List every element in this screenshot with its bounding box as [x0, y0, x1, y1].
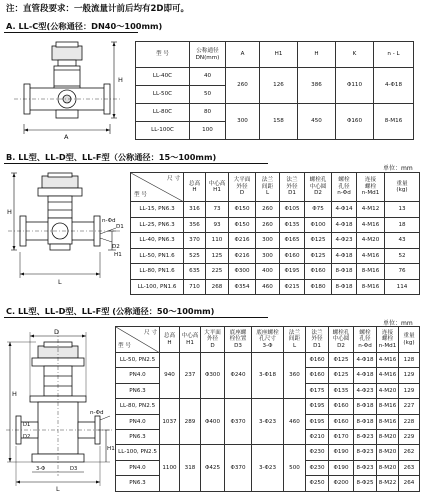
- cell-d: Φ300: [201, 353, 225, 399]
- col-header: 重量 (kg): [385, 173, 420, 202]
- drawing-b-label-h1: H1: [114, 252, 122, 258]
- cell-nd: 4-Φ23: [354, 383, 377, 398]
- cell-nd: 8-Φ25: [354, 476, 377, 491]
- cell-d1: Φ160: [280, 248, 305, 264]
- table-row: [116, 353, 420, 368]
- col-header: 螺栓 孔径 n-Φd: [354, 327, 377, 353]
- page-note: 注：直管段要求：一般流量计前后均有2D即可。: [6, 4, 189, 14]
- drawing-c-label-nd: n-Φd: [90, 410, 104, 416]
- cell-model: LL-40, PN6.3: [131, 233, 184, 249]
- header-model: 型 号: [134, 191, 147, 198]
- col-header: 型 号: [136, 42, 190, 68]
- drawing-b-label-d2: D2: [112, 244, 120, 250]
- cell-h1: 289: [180, 399, 201, 445]
- cell-d3: Φ240: [225, 353, 252, 399]
- cell-h1: 110: [206, 233, 229, 249]
- cell-d2: Φ75: [305, 202, 332, 218]
- cell-md: 8-M20: [377, 429, 399, 444]
- cell-nd: 4-Φ18: [332, 217, 357, 233]
- cell-d1: Φ195: [306, 414, 329, 429]
- cell-d2: Φ200: [329, 476, 354, 491]
- table-row: [131, 217, 420, 233]
- cell-d2: Φ100: [305, 217, 332, 233]
- drawing-c-label-d: D: [54, 328, 60, 336]
- cell-d2: Φ170: [329, 429, 354, 444]
- cell-h1: 268: [206, 279, 229, 295]
- cell-md: 4-M16: [377, 368, 399, 383]
- cell-l: 260: [256, 202, 280, 218]
- cell-d2: Φ125: [329, 353, 354, 368]
- cell-d2: Φ190: [329, 445, 354, 460]
- cell-d2: Φ190: [329, 460, 354, 475]
- cell-hole: 3-Φ23: [252, 399, 284, 445]
- cell-model: PN4.0: [116, 414, 160, 429]
- cell-weight: 43: [385, 233, 420, 249]
- cell-h1: 126: [260, 68, 298, 104]
- cell-h1: 318: [180, 445, 201, 491]
- cell-d1: Φ195: [306, 399, 329, 414]
- cell-model: LL-40C: [136, 68, 190, 86]
- drawing-c-label-d1: D1: [23, 422, 31, 428]
- drawing-c-label-h1: H1: [107, 446, 115, 452]
- col-header: H1: [260, 42, 298, 68]
- drawing-c-label-d3: D3: [70, 466, 78, 472]
- cell-model: LL-80C: [136, 104, 190, 122]
- section-b-table: [130, 172, 420, 295]
- cell-h: 525: [184, 248, 206, 264]
- col-header: 螺栓 孔径 n-Φd: [332, 173, 357, 202]
- cell-nd: 8-Φ18: [332, 279, 357, 295]
- drawing-c-label-l: L: [56, 485, 60, 493]
- cell-a: 300: [226, 104, 260, 140]
- cell-l: 300: [256, 233, 280, 249]
- cell-d1: Φ105: [280, 202, 305, 218]
- cell-weight: 114: [385, 279, 420, 295]
- cell-d2: Φ135: [329, 383, 354, 398]
- cell-model: LL-100C: [136, 122, 190, 140]
- cell-hole: 3-Φ23: [252, 445, 284, 491]
- cell-md: 8-M16: [357, 264, 385, 280]
- cell-weight: 76: [385, 264, 420, 280]
- cell-d2: Φ180: [305, 279, 332, 295]
- col-header: 公称通径DN(mm): [190, 42, 226, 68]
- cell-weight: 18: [385, 217, 420, 233]
- cell-model: PN6.3: [116, 429, 160, 444]
- cell-h1: 73: [206, 202, 229, 218]
- cell-d1: Φ230: [306, 445, 329, 460]
- cell-l: 500: [284, 445, 306, 491]
- cell-nd: 8-Φ23: [354, 445, 377, 460]
- col-header: 法兰 间距 L: [256, 173, 280, 202]
- cell-h: 386: [298, 68, 336, 104]
- cell-dn: 80: [190, 104, 226, 122]
- cell-nd: 4-Φ14: [332, 202, 357, 218]
- drawing-c-label-h: H: [12, 390, 17, 398]
- cell-h: 1100: [160, 445, 180, 491]
- cell-weight: 13: [385, 202, 420, 218]
- cell-d1: Φ160: [306, 353, 329, 368]
- section-a-table: [135, 41, 414, 140]
- col-header: 中心高 H1: [206, 173, 229, 202]
- col-header: 大平面 外径 D: [229, 173, 256, 202]
- cell-l: 300: [256, 248, 280, 264]
- cell-nl: 8-M16: [374, 104, 414, 140]
- cell-weight: 52: [385, 248, 420, 264]
- cell-d2: Φ125: [305, 233, 332, 249]
- col-header: 底座螺栓 孔尺寸 3-Φ: [252, 327, 284, 353]
- cell-d: Φ216: [229, 233, 256, 249]
- col-header: 法兰 外径 D1: [280, 173, 305, 202]
- cell-nd: 4-Φ18: [354, 353, 377, 368]
- cell-model: PN4.0: [116, 368, 160, 383]
- col-header: 法兰 间距 L: [284, 327, 306, 353]
- col-header: 螺栓孔 中心圆 D2: [305, 173, 332, 202]
- cell-h1: 125: [206, 248, 229, 264]
- cell-md: 8-M22: [377, 476, 399, 491]
- col-header: 螺栓孔 中心圆 D2: [329, 327, 354, 353]
- col-header: A: [226, 42, 260, 68]
- cell-nd: 8-Φ23: [354, 429, 377, 444]
- table-row: [131, 264, 420, 280]
- cell-d1: Φ215: [280, 279, 305, 295]
- drawing-b-label-nd: n-Φd: [102, 218, 116, 224]
- cell-weight: 129: [399, 368, 420, 383]
- cell-h: 1037: [160, 399, 180, 445]
- cell-nd: 4-Φ18: [354, 368, 377, 383]
- cell-model: LL-100, PN2.5: [116, 445, 160, 460]
- cell-h1: 225: [206, 264, 229, 280]
- table-row: [131, 202, 420, 218]
- cell-d2: Φ160: [305, 264, 332, 280]
- cell-dn: 100: [190, 122, 226, 140]
- cell-a: 260: [226, 68, 260, 104]
- cell-weight: 128: [399, 353, 420, 368]
- section-c-unit: 单位：mm: [383, 320, 413, 327]
- header-model: 型 号: [118, 342, 131, 349]
- cell-d1: Φ160: [306, 368, 329, 383]
- cell-weight: 229: [399, 429, 420, 444]
- cell-k: Φ160: [336, 104, 374, 140]
- cell-md: 8-M16: [377, 399, 399, 414]
- cell-d: Φ400: [201, 399, 225, 445]
- cell-h1: 158: [260, 104, 298, 140]
- cell-weight: 264: [399, 476, 420, 491]
- drawing-c-label-d2: D2: [23, 434, 31, 440]
- cell-md: 8-M16: [377, 414, 399, 429]
- cell-model: PN6.3: [116, 476, 160, 491]
- section-c-drawing: [6, 326, 116, 494]
- cell-model: LL-80, PN2.5: [116, 399, 160, 414]
- cell-md: 4-M16: [357, 248, 385, 264]
- col-header: 大平面 外径 D: [201, 327, 225, 353]
- cell-model: LL-50C: [136, 86, 190, 104]
- col-header: 重量 (kg): [399, 327, 420, 353]
- cell-model: LL-50, PN2.5: [116, 353, 160, 368]
- table-row: [116, 445, 420, 460]
- cell-k: Φ110: [336, 68, 374, 104]
- cell-weight: 262: [399, 445, 420, 460]
- col-header: 总高 H: [184, 173, 206, 202]
- table-row: [131, 248, 420, 264]
- cell-dn: 40: [190, 68, 226, 86]
- cell-h1: 237: [180, 353, 201, 399]
- section-c-title: C. LL型、LL-D型、LL-F型 (公称通径：50～100mm): [4, 306, 268, 318]
- cell-h: 370: [184, 233, 206, 249]
- cell-d3: Φ370: [225, 399, 252, 445]
- cell-d1: Φ230: [306, 460, 329, 475]
- section-a-title: A. LL-C型(公称通径：DN40～100mm): [6, 21, 163, 31]
- cell-dn: 50: [190, 86, 226, 104]
- cell-d: Φ150: [229, 217, 256, 233]
- drawing-c-label-hole: 3-Φ: [36, 466, 46, 472]
- drawing-a-label-h: H: [118, 76, 123, 84]
- cell-l: 400: [256, 264, 280, 280]
- cell-nl: 4-Φ18: [374, 68, 414, 104]
- cell-d3: Φ370: [225, 445, 252, 491]
- header-size: 尺 寸: [144, 330, 157, 336]
- cell-md: 8-M16: [357, 279, 385, 295]
- col-header: H: [298, 42, 336, 68]
- cell-d1: Φ165: [280, 233, 305, 249]
- corner-header: [116, 327, 160, 353]
- table-row: [136, 104, 414, 122]
- drawing-b-label-h: H: [7, 208, 12, 216]
- cell-d2: Φ125: [305, 248, 332, 264]
- table-row: [116, 399, 420, 414]
- cell-md: 4-M20: [377, 383, 399, 398]
- cell-model: PN6.3: [116, 383, 160, 398]
- cell-d1: Φ210: [306, 429, 329, 444]
- cell-nd: 8-Φ18: [354, 399, 377, 414]
- col-header: 总高 H: [160, 327, 180, 353]
- cell-h: 356: [184, 217, 206, 233]
- drawing-b-label-l: L: [58, 278, 62, 286]
- cell-d1: Φ135: [280, 217, 305, 233]
- col-header: 法兰 外径 D1: [306, 327, 329, 353]
- cell-d: Φ150: [229, 202, 256, 218]
- cell-weight: 263: [399, 460, 420, 475]
- col-header: 中心高 H1: [180, 327, 201, 353]
- cell-h: 635: [184, 264, 206, 280]
- cell-model: LL-25, PN6.3: [131, 217, 184, 233]
- cell-weight: 129: [399, 383, 420, 398]
- cell-weight: 228: [399, 414, 420, 429]
- cell-model: LL-50, PN1.6: [131, 248, 184, 264]
- section-a-drawing: [8, 40, 126, 142]
- cell-d2: Φ160: [329, 414, 354, 429]
- cell-d1: Φ195: [280, 264, 305, 280]
- header-size: 尺 寸: [167, 176, 180, 182]
- col-header: 连接 螺栓 n-Md1: [377, 327, 399, 353]
- cell-h: 450: [298, 104, 336, 140]
- cell-d: Φ300: [229, 264, 256, 280]
- drawing-b-label-d1: D1: [116, 224, 124, 230]
- cell-d1: Φ250: [306, 476, 329, 491]
- col-header: 底座螺 栓位置 D3: [225, 327, 252, 353]
- table-row: [131, 279, 420, 295]
- table-row: [131, 233, 420, 249]
- col-header: 连接 螺栓 n-Md1: [357, 173, 385, 202]
- cell-l: 460: [256, 279, 280, 295]
- cell-l: 360: [284, 353, 306, 399]
- cell-h: 316: [184, 202, 206, 218]
- cell-d1: Φ175: [306, 383, 329, 398]
- cell-md: 4-M12: [357, 202, 385, 218]
- cell-md: 4-M16: [377, 353, 399, 368]
- cell-model: LL-100, PN1.6: [131, 279, 184, 295]
- cell-nd: 4-Φ23: [332, 233, 357, 249]
- cell-model: PN4.0: [116, 460, 160, 475]
- cell-l: 460: [284, 399, 306, 445]
- cell-weight: 227: [399, 399, 420, 414]
- cell-l: 260: [256, 217, 280, 233]
- cell-nd: 8-Φ18: [354, 414, 377, 429]
- cell-h: 940: [160, 353, 180, 399]
- cell-h1: 93: [206, 217, 229, 233]
- drawing-a-label-a: A: [64, 133, 69, 141]
- cell-md: 8-M20: [377, 445, 399, 460]
- col-header: n - L: [374, 42, 414, 68]
- cell-hole: 3-Φ18: [252, 353, 284, 399]
- cell-d: Φ354: [229, 279, 256, 295]
- cell-md: 4-M16: [357, 217, 385, 233]
- cell-model: LL-15, PN6.3: [131, 202, 184, 218]
- cell-h: 710: [184, 279, 206, 295]
- cell-d: Φ425: [201, 445, 225, 491]
- cell-d2: Φ125: [329, 368, 354, 383]
- cell-model: LL-80, PN1.6: [131, 264, 184, 280]
- table-row: [136, 68, 414, 86]
- cell-nd: 8-Φ23: [354, 460, 377, 475]
- section-b-unit: 单位：mm: [383, 165, 413, 172]
- cell-md: 4-M20: [357, 233, 385, 249]
- section-c-table: [115, 326, 420, 492]
- cell-nd: 8-Φ18: [332, 264, 357, 280]
- col-header: K: [336, 42, 374, 68]
- cell-nd: 4-Φ18: [332, 248, 357, 264]
- cell-md: 8-M20: [377, 460, 399, 475]
- cell-d2: Φ160: [329, 399, 354, 414]
- cell-d: Φ216: [229, 248, 256, 264]
- section-b-title: B. LL型、LL-D型、LL-F型（公称通径：15～100mm): [4, 152, 268, 164]
- corner-header: [131, 173, 184, 202]
- section-b-drawing: [8, 172, 126, 292]
